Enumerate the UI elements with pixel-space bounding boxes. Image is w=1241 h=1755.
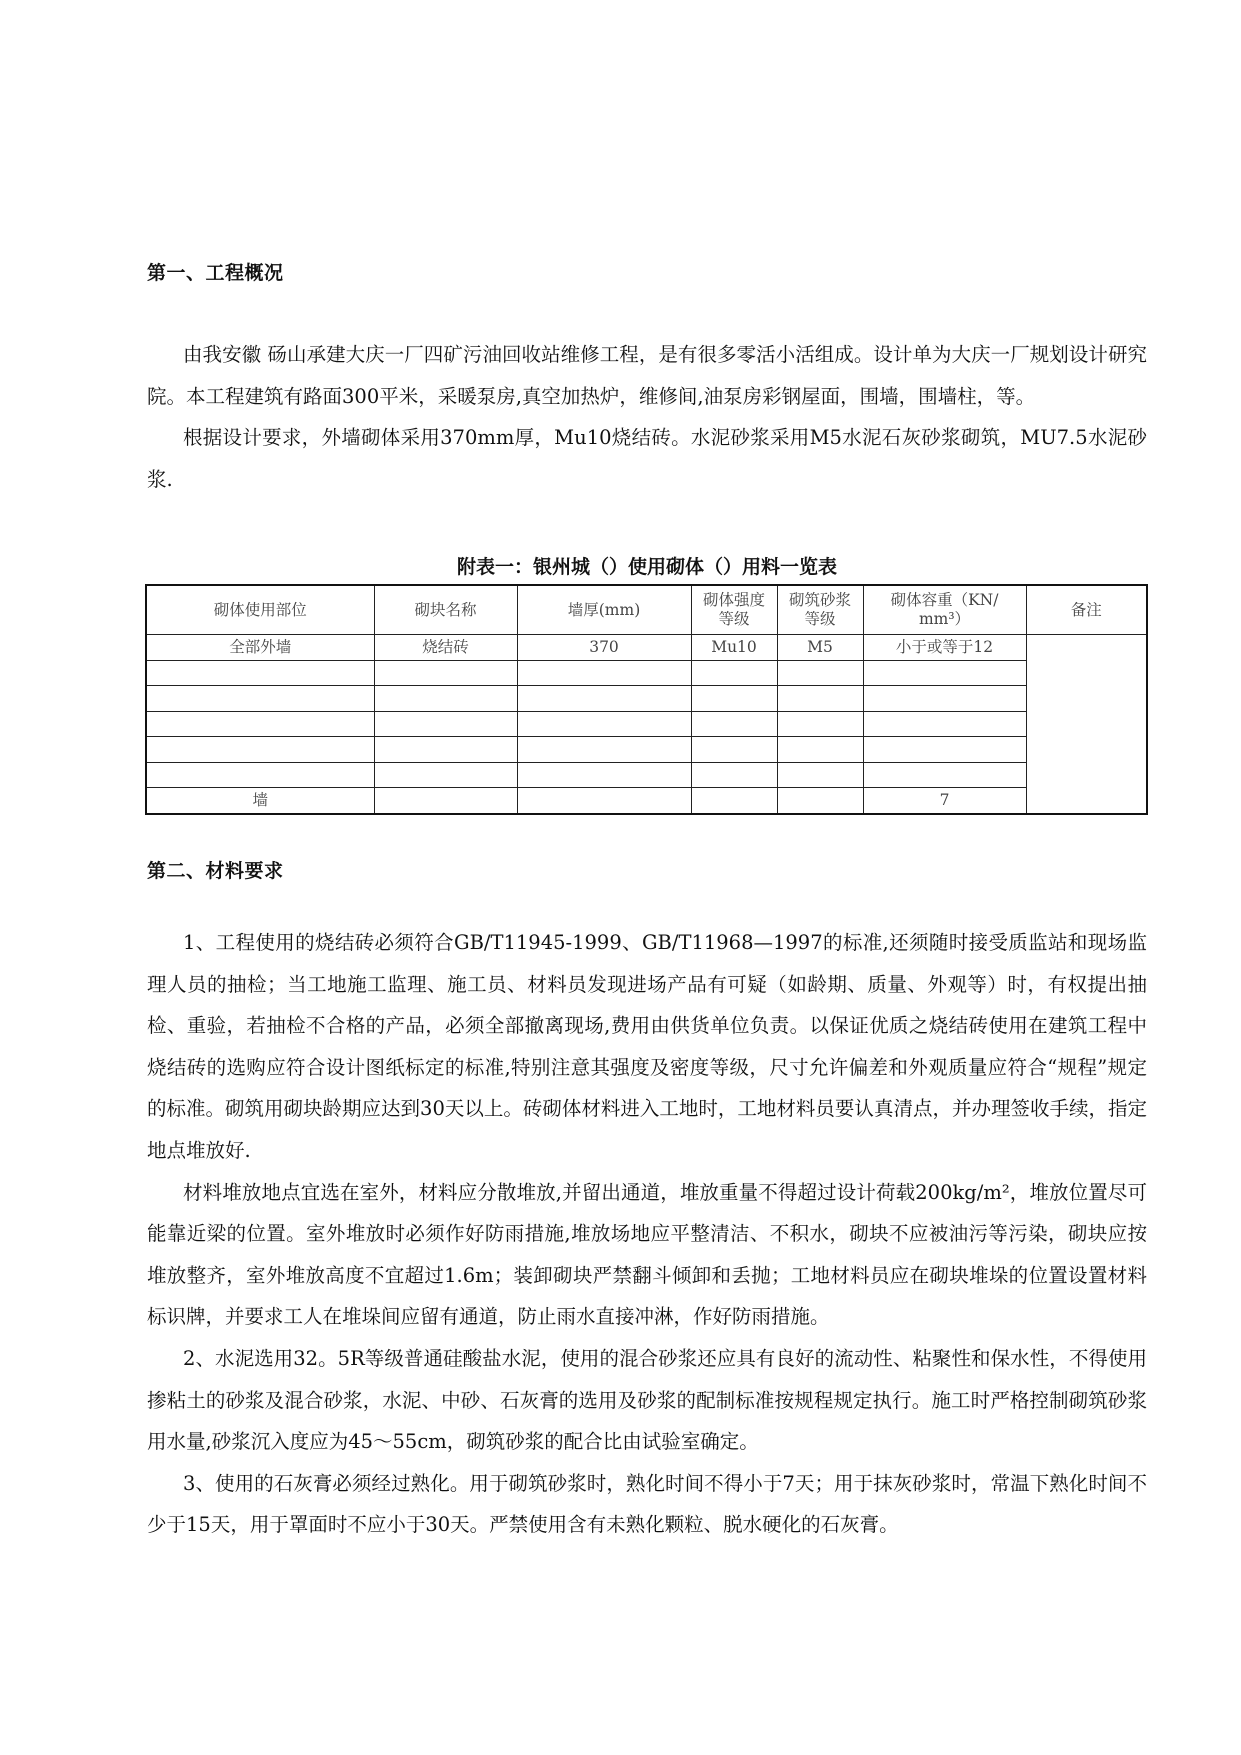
- table-cell: [863, 686, 1026, 712]
- table-cell: [374, 737, 517, 763]
- table-cell: [146, 660, 374, 686]
- section1-heading: 第一、工程概况: [147, 262, 284, 284]
- table-row: [146, 788, 1147, 814]
- table-cell: [777, 762, 863, 788]
- table-cell: [374, 660, 517, 686]
- table-row: [146, 660, 1147, 686]
- table-header-row: [146, 585, 1147, 635]
- section1-paragraph-2: 根据设计要求，外墙砌体采用370mm厚，Mu10烧结砖。水泥砂浆采用M5水泥石灰砂浆砌筑，MU7.5水泥砂浆.: [147, 426, 1147, 491]
- header-cell: 砌体使用部位: [146, 585, 374, 635]
- table-cell: [863, 762, 1026, 788]
- section2-paragraph-1: 1、工程使用的烧结砖必须符合GB/T11945-1999、GB/T11968—1997的标准,还须随时接受质监站和现场监理人员的抽检；当工地施工监理、施工员、材料员发现进场产品有可疑（如龄期、质量、外观等）时，有权提出抽检、重验，若抽检不合格的产品，必须全部撤离现场,费用由供货单位负责。以保证优质之烧结砖使用在建筑工程中烧结砖的选购应符合设计图纸标定的标准,特别注意其强度及密度等级，尺寸允许偏差和外观质量应符合“规程”规定的标准。砌筑用砌块龄期应达到30天以上。砖砌体材料进入工地时，工地材料员要认真清点，并办理签收手续，指定地点堆放好.: [147, 931, 1147, 1162]
- section2-paragraph-3: 2、水泥选用32。5R等级普通硅酸盐水泥，使用的混合砂浆还应具有良好的流动性、粘聚性和保水性，不得使用掺粘土的砂浆及混合砂浆，水泥、中砂、石灰膏的选用及砂浆的配制标准按规程规定执行。施工时严格控制砌筑砂浆用水量,砂浆沉入度应为45～55cm，砌筑砂浆的配合比由试验室确定。: [147, 1346, 1147, 1454]
- header-cell: [863, 585, 1026, 635]
- table-cell: [517, 660, 691, 686]
- table-cell: [517, 762, 691, 788]
- table-cell: 7: [863, 788, 1026, 814]
- section2-paragraph-2: 材料堆放地点宜选在室外，材料应分散堆放,并留出通道，堆放重量不得超过设计荷载200kg/m²，堆放位置尽可能靠近梁的位置。室外堆放时必须作好防雨措施,堆放场地应平整清洁、不积水，砌块不应被油污等污染，砌块应按堆放整齐，室外堆放高度不宜超过1.6m；装卸砌块严禁翻斗倾卸和丢抛；工地材料员应在砌块堆垛的位置设置材料标识牌，并要求工人在堆垛间应留有通道，防止雨水直接冲淋，作好防雨措施。: [147, 1180, 1147, 1329]
- table-cell: [777, 737, 863, 763]
- table-cell: [374, 711, 517, 737]
- table-cell: [517, 711, 691, 737]
- section2-body: [147, 922, 1147, 1546]
- table-caption: 附表一：银州城（）使用砌体（）用料一览表: [456, 556, 837, 578]
- table-cell: [691, 762, 777, 788]
- section1-body: [147, 334, 1147, 500]
- table-cell: [863, 711, 1026, 737]
- table-cell: 370: [517, 635, 691, 661]
- table-cell: [146, 762, 374, 788]
- table-cell: 烧结砖: [374, 635, 517, 661]
- table-cell: M5: [777, 635, 863, 661]
- table-cell: [374, 788, 517, 814]
- table-row: [146, 635, 1147, 661]
- table-cell: 全部外墙: [146, 635, 374, 661]
- table-cell: [146, 737, 374, 763]
- table-cell: [777, 660, 863, 686]
- section2-heading: 第二、材料要求: [147, 860, 284, 882]
- table-cell: [863, 737, 1026, 763]
- header-cell: 备注: [1026, 585, 1147, 635]
- section1-paragraph-1: 由我安徽 砀山承建大庆一厂四矿污油回收站维修工程，是有很多零活小活组成。设计单为大庆一厂规划设计研究院。本工程建筑有路面300平米，采暖泵房,真空加热炉，维修间,油泵房彩钢屋面，围墙，围墙柱，等。: [147, 343, 1147, 408]
- table-cell: [777, 686, 863, 712]
- table-cell: [691, 737, 777, 763]
- table-cell: [691, 660, 777, 686]
- table-cell: [863, 660, 1026, 686]
- table-cell: [517, 788, 691, 814]
- table-cell: [146, 686, 374, 712]
- table-cell: [777, 711, 863, 737]
- table-cell: 墙: [146, 788, 374, 814]
- section2-paragraph-4: 3、使用的石灰膏必须经过熟化。用于砌筑砂浆时，熟化时间不得小于7天；用于抹灰砂浆时，常温下熟化时间不少于15天，用于罩面时不应小于30天。严禁使用含有未熟化颗粒、脱水硬化的石灰膏。: [147, 1471, 1147, 1537]
- table-row: [146, 686, 1147, 712]
- table-row: [146, 762, 1147, 788]
- header-cell: 砌筑砂浆等级: [777, 585, 863, 635]
- table-cell: [374, 762, 517, 788]
- header-cell: 砌体强度等级: [691, 585, 777, 635]
- table-cell: [146, 711, 374, 737]
- remarks-cell: [1026, 635, 1147, 814]
- density-header-text: 砌体容重（KN/ mm³）: [890, 591, 999, 628]
- table-row: [146, 711, 1147, 737]
- table-cell: [374, 686, 517, 712]
- table-cell: Mu10: [691, 635, 777, 661]
- table-cell: [777, 788, 863, 814]
- table-cell: [517, 737, 691, 763]
- header-cell: 墙厚(mm): [517, 585, 691, 635]
- table-cell: 小于或等于12: [863, 635, 1026, 661]
- materials-table: [145, 584, 1148, 815]
- table-cell: [691, 788, 777, 814]
- table-cell: [517, 686, 691, 712]
- header-cell: 砌块名称: [374, 585, 517, 635]
- table-cell: [691, 686, 777, 712]
- table-row: [146, 737, 1147, 763]
- table-cell: [691, 711, 777, 737]
